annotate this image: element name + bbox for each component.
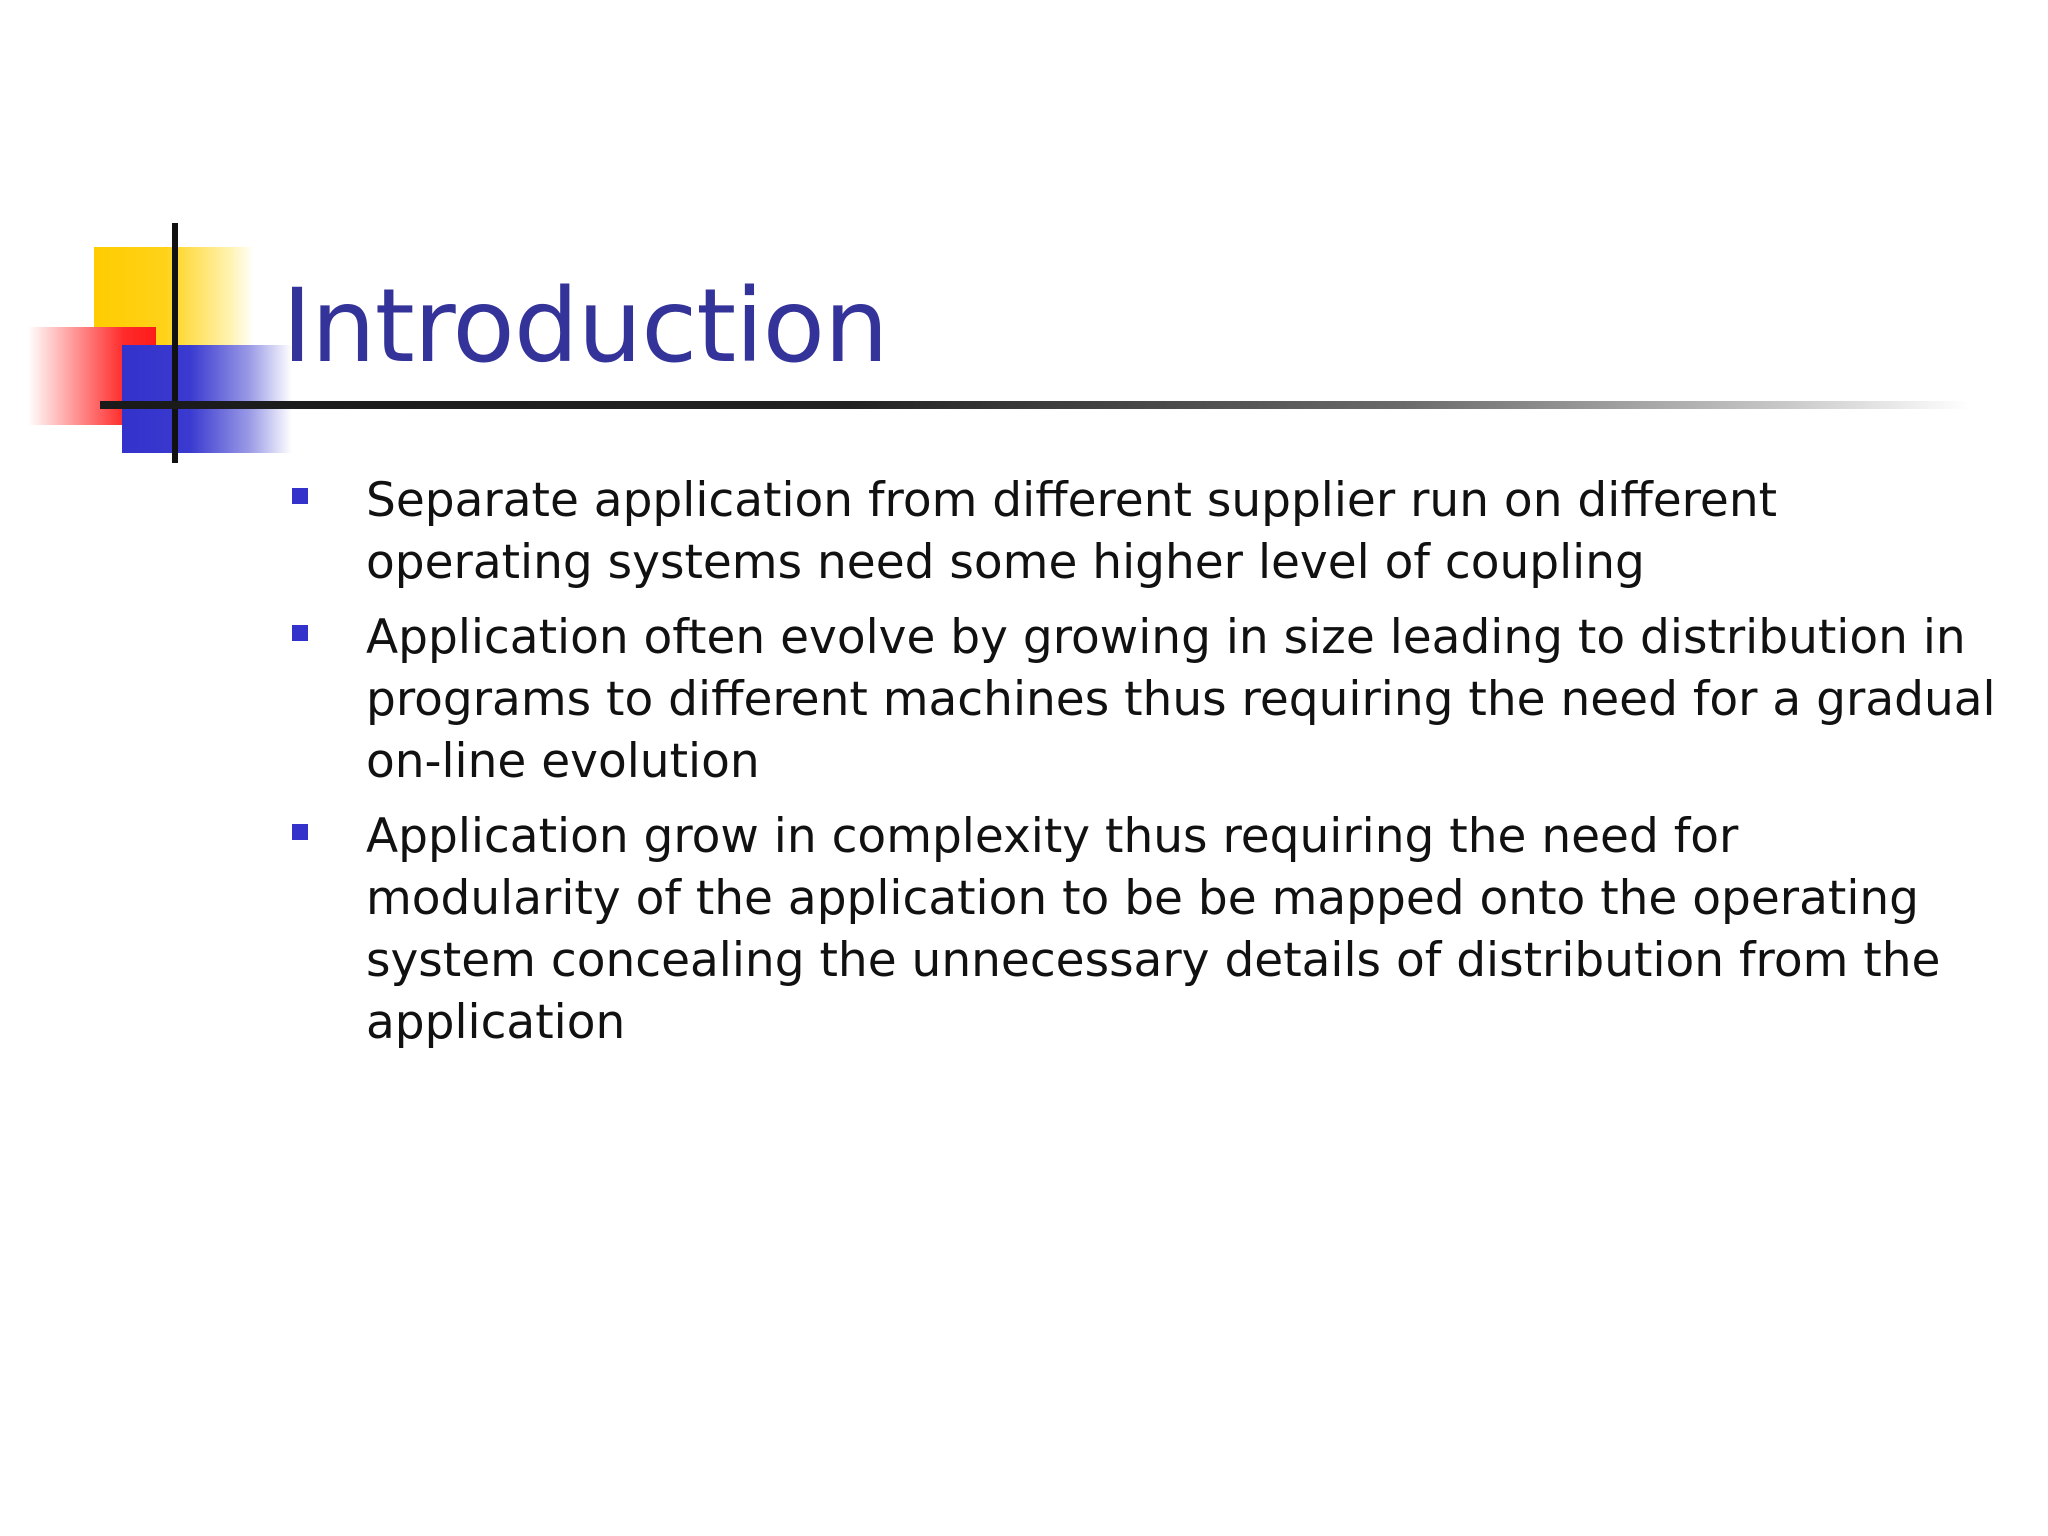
bullet-item — [282, 806, 2002, 1054]
title-underline — [100, 401, 1970, 409]
vertical-rule — [172, 223, 178, 463]
square-bullet-icon — [292, 488, 308, 504]
bullet-text: Application grow in complexity thus requiring the need for modularity of the application to be be mapped onto the operating system concealing the unnecessary details of distribution from the application — [366, 809, 1941, 1050]
bullet-text: Separate application from different supplier run on different operating systems need some higher level of coupling — [366, 473, 1778, 590]
bullet-list — [282, 470, 2002, 1067]
bullet-item — [282, 470, 2002, 594]
square-bullet-icon — [292, 625, 308, 641]
slide-title: Introduction — [282, 267, 888, 386]
blue-square — [122, 345, 292, 453]
bullet-text: Application often evolve by growing in size leading to distribution in programs to different machines thus requiring the need for a gradual on-line evolution — [366, 610, 1996, 789]
bullet-item — [282, 607, 2002, 793]
square-bullet-icon — [292, 824, 308, 840]
